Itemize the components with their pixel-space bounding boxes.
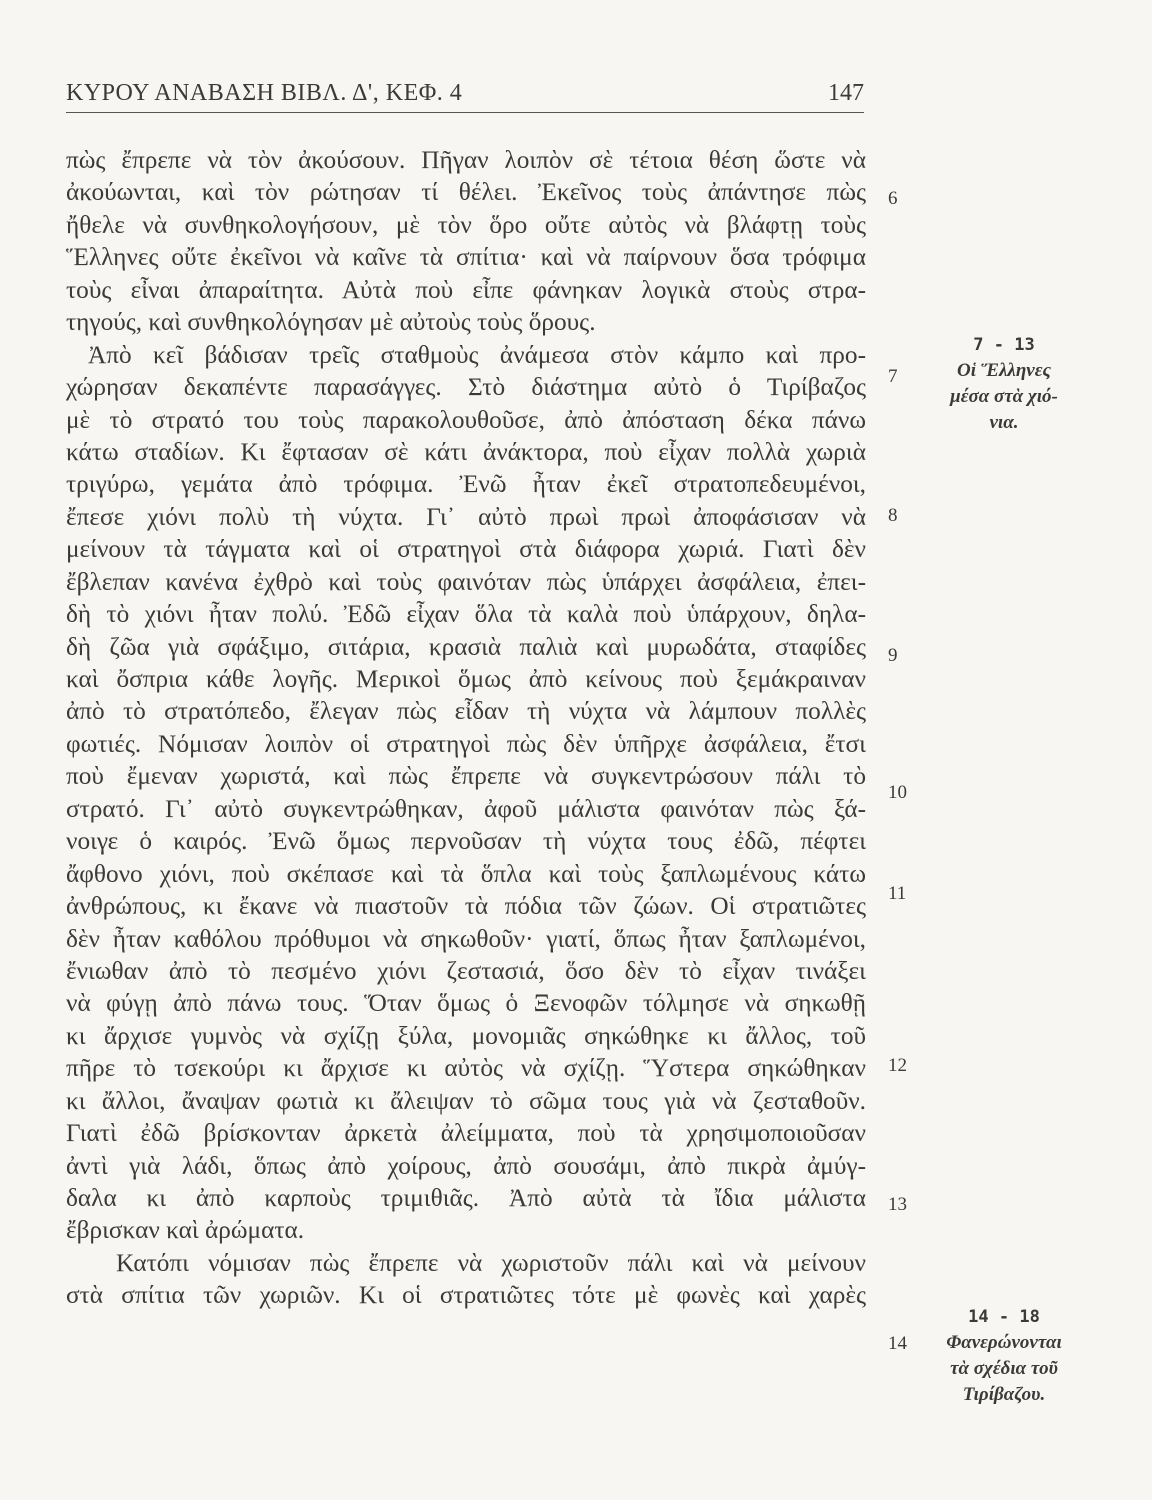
text-line: δὴ τὸ χιόνι ἦταν πολύ. Ἐδῶ εἶχαν ὅλα τὰ καλὰ ποὺ ὑπάρχουν, δηλα-: [66, 600, 866, 629]
text-line: καὶ ὄσπρια κάθε λογῆς. Μερικοὶ ὅμως ἀπὸ κείνους ποὺ ξεμάκραιναν: [66, 665, 866, 693]
text-line: ἀντὶ γιὰ λάδι, ὅπως ἀπὸ χοίρους, ἀπὸ σουσάμι, ἀπὸ πικρὰ ἀμύγ-: [66, 1151, 866, 1180]
text-line: ἔβρισκαν καὶ ἀρώματα.: [66, 1216, 305, 1245]
text-line: τριγύρω, γεμάτα ἀπὸ τρόφιμα. Ἐνῶ ἦταν ἐκεῖ στρατοπεδευμένοι,: [66, 470, 866, 499]
section-number: 12: [888, 1055, 907, 1076]
body-text: [66, 144, 866, 1312]
text-line: νὰ φύγῃ ἀπὸ πάνω τους. Ὅταν ὅμως ὁ Ξενοφῶν τόλμησε νὰ σηκωθῇ: [66, 989, 866, 1018]
margin-note-line: Φανερώνονται: [946, 1332, 1062, 1353]
margin-note-line: νια.: [989, 412, 1019, 433]
section-number: 6: [888, 188, 898, 209]
text-line: ἔνιωθαν ἀπὸ τὸ πεσμένο χιόνι ζεστασιά, ὅσο δὲν τὸ εἶχαν τινάξει: [66, 956, 866, 985]
text-line: ἤθελε νὰ συνθηκολογήσουν, μὲ τὸν ὅρο οὔτε αὐτὸς νὰ βλάφτῃ τοὺς: [66, 210, 866, 239]
section-number: 10: [888, 782, 907, 803]
text-line: Ἕλληνες οὔτε ἐκεῖνοι νὰ καῖνε τὰ σπίτια· καὶ νὰ παίρνουν ὅσα τρόφιμα: [66, 243, 866, 272]
text-line: δὲν ἦταν καθόλου πρόθυμοι νὰ σηκωθοῦν· γιατί, ὅπως ἦταν ξαπλωμένοι,: [66, 924, 866, 953]
text-line: νοιγε ὁ καιρός. Ἐνῶ ὅμως περνοῦσαν τὴ νύχτα τους ἐδῶ, πέφτει: [66, 827, 866, 856]
margin-note-line: Οἱ Ἕλληνες: [957, 360, 1051, 381]
margin-note: [924, 1304, 1084, 1408]
running-head: ΚΥΡΟΥ ΑΝΑΒΑΣΗ ΒΙΒΛ. Δ', ΚΕΦ. 4: [66, 80, 463, 106]
text-line: ἄφθονο χιόνι, ποὺ σκέπασε καὶ τὰ ὅπλα καὶ τοὺς ξαπλωμένους κάτω: [66, 859, 866, 888]
text-line: πῆρε τὸ τσεκούρι κι ἄρχισε κι αὐτὸς νὰ σχίζῃ. Ὕστερα σηκώθηκαν: [66, 1054, 866, 1083]
text-line: Ἀπὸ κεῖ βάδισαν τρεῖς σταθμοὺς ἀνάμεσα στὸν κάμπο καὶ προ-: [88, 340, 866, 369]
text-line: ποὺ ἔμεναν χωριστά, καὶ πὼς ἔπρεπε νὰ συγκεντρώσουν πάλι τὸ: [66, 762, 866, 791]
margin-note-line: Τιρίβαζου.: [962, 1384, 1046, 1405]
section-number: 14: [888, 1333, 907, 1354]
text-line: κι ἄρχισε γυμνὸς νὰ σχίζῃ ξύλα, μονομιᾶς σηκώθηκε κι ἄλλος, τοῦ: [66, 1021, 866, 1050]
section-number: 11: [888, 883, 907, 904]
margin-note-range: 14 - 18: [968, 1307, 1040, 1327]
text-line: δαλα κι ἀπὸ καρποὺς τριμιθιᾶς. Ἀπὸ αὐτὰ τὰ ἴδια μάλιστα: [66, 1184, 866, 1212]
text-line: φωτιές. Νόμισαν λοιπὸν οἱ στρατηγοὶ πὼς δὲν ὑπῆρχε ἀσφάλεια, ἔτσι: [66, 729, 866, 758]
text-line: στὰ σπίτια τῶν χωριῶν. Κι οἱ στρατιῶτες τότε μὲ φωνὲς καὶ χαρὲς: [66, 1281, 866, 1310]
margin-note-line: τὰ σχέδια τοῦ: [950, 1358, 1058, 1379]
section-number: 13: [888, 1194, 907, 1215]
margin-note-line: μέσα στὰ χιό-: [950, 386, 1058, 407]
text-line: τοὺς εἶναι ἀπαραίτητα. Αὐτὰ ποὺ εἶπε φάνηκαν λογικὰ στοὺς στρα-: [66, 275, 866, 304]
text-line: κι ἄλλοι, ἄναψαν φωτιὰ κι ἄλειψαν τὸ σῶμα τους γιὰ νὰ ζεσταθοῦν.: [66, 1086, 866, 1115]
text-line: Γιατὶ ἐδῶ βρίσκονταν ἀρκετὰ ἀλείμματα, ποὺ τὰ χρησιμοποιοῦσαν: [66, 1119, 866, 1148]
section-number: 7: [888, 366, 898, 387]
text-line: χώρησαν δεκαπέντε παρασάγγες. Στὸ διάστημα αὐτὸ ὁ Τιρίβαζος: [66, 373, 866, 402]
section-number: 9: [888, 645, 898, 666]
text-line: τηγούς, καὶ συνθηκολόγησαν μὲ αὐτοὺς τοὺς ὅρους.: [66, 308, 596, 337]
text-line: μείνουν τὰ τάγματα καὶ οἱ στρατηγοὶ στὰ διάφορα χωριά. Γιατὶ δὲν: [66, 535, 866, 564]
margin-note-range: 7 - 13: [973, 335, 1035, 355]
page-number: 147: [828, 80, 864, 106]
text-line: στρατό. Γι᾽ αὐτὸ συγκεντρώθηκαν, ἀφοῦ μάλιστα φαινόταν πὼς ξά-: [66, 794, 866, 823]
section-number: 8: [888, 505, 898, 526]
margin-note: [924, 332, 1084, 436]
text-line: ἔβλεπαν κανένα ἐχθρὸ καὶ τοὺς φαινόταν πὼς ὑπάρχει ἀσφάλεια, ἐπει-: [66, 567, 866, 596]
text-line: κάτω σταδίων. Κι ἔφτασαν σὲ κάτι ἀνάκτορα, ποὺ εἶχαν πολλὰ χωριὰ: [66, 437, 866, 466]
text-line: ἀπὸ τὸ στρατόπεδο, ἔλεγαν πὼς εἶδαν τὴ νύχτα νὰ λάμπουν πολλὲς: [66, 697, 866, 726]
text-line: ἔπεσε χιόνι πολὺ τὴ νύχτα. Γι᾽ αὐτὸ πρωὶ πρωὶ ἀποφάσισαν νὰ: [66, 502, 866, 531]
text-line: δὴ ζῶα γιὰ σφάξιμο, σιτάρια, κρασιὰ παλιὰ καὶ μυρωδάτα, σταφίδες: [66, 632, 866, 661]
text-line: ἀνθρώπους, κι ἔκανε νὰ πιαστοῦν τὰ πόδια τῶν ζώων. Οἱ στρατιῶτες: [66, 892, 866, 921]
text-line: Κατόπι νόμισαν πὼς ἔπρεπε νὰ χωριστοῦν πάλι καὶ νὰ μείνουν: [116, 1248, 866, 1277]
text-line: πὼς ἔπρεπε νὰ τὸν ἀκούσουν. Πῆγαν λοιπὸν σὲ τέτοια θέση ὥστε νὰ: [66, 146, 866, 174]
page-header: [66, 72, 864, 113]
text-line: μὲ τὸ στρατό του τοὺς παρακολουθοῦσε, ἀπὸ ἀπόσταση δέκα πάνω: [66, 405, 866, 434]
text-line: ἀκούωνται, καὶ τὸν ρώτησαν τί θέλει. Ἐκεῖνος τοὺς ἀπάντησε πὼς: [66, 178, 866, 207]
